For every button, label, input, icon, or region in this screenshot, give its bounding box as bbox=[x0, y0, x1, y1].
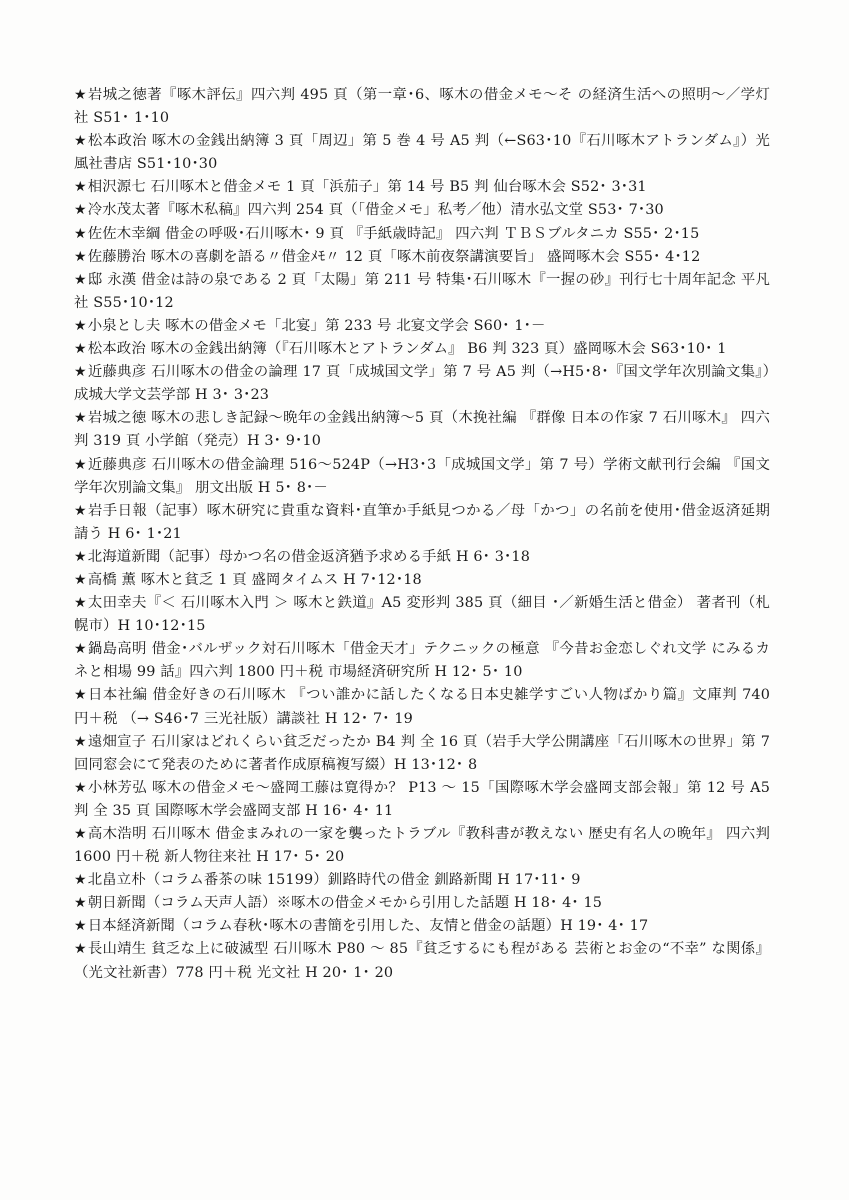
bibliography-entry bbox=[74, 338, 770, 361]
entry-text: 岩城之徳 啄木の悲しき記録〜晩年の金銭出納簿〜5 頁（木挽社編 『群像 日本の作家 7 石川啄木』 四六判 319 頁 小学館（発売）H 3･ 9･10 bbox=[74, 410, 770, 450]
entry-text: 日本経済新聞（コラム春秋･啄木の書簡を引用した、友情と借金の話題）H 19･ 4･ 17 bbox=[87, 918, 649, 935]
star-bullet-icon: ★ bbox=[74, 133, 87, 150]
star-bullet-icon: ★ bbox=[74, 826, 87, 842]
star-bullet-icon: ★ bbox=[74, 179, 87, 196]
bibliography-entry bbox=[74, 130, 770, 176]
entry-text: 松本政治 啄木の金銭出納簿 3 頁「周辺」第 5 巻 4 号 A5 判（←S63･10『石川啄木アトランダム』）光風社書店 S51･10･30 bbox=[74, 133, 770, 173]
bibliography-entry bbox=[74, 199, 770, 222]
bibliography-entry bbox=[74, 777, 770, 823]
entry-text: 小林芳弘 啄木の借金メモ〜盛岡工藤は寛得か？ P13 〜 15「国際啄木学会盛岡支部会報」第 12 号 A5 判 全 35 頁 国際啄木学会盛岡支部 H 16･ 4･ 11 bbox=[74, 779, 771, 819]
star-bullet-icon: ★ bbox=[74, 364, 87, 381]
star-bullet-icon: ★ bbox=[74, 941, 87, 958]
entry-text: 太田幸夫『＜ 石川啄木入門 ＞ 啄木と鉄道』A5 変形判 385 頁（細目 ･／新婚生活と借金） 著者刊（札幌市）H 10･12･15 bbox=[74, 595, 770, 635]
bibliography-entry bbox=[74, 223, 770, 246]
bibliography-entry bbox=[74, 731, 770, 777]
bibliography-entry bbox=[74, 546, 770, 569]
star-bullet-icon: ★ bbox=[74, 248, 87, 265]
entry-text: 高橋 薫 啄木と貧乏 1 頁 盛岡タイムス H 7･12･18 bbox=[87, 571, 422, 588]
entry-text: 佐佐木幸綱 借金の呼吸･石川啄木･ 9 頁 『手紙歳時記』 四六判 ＴＢＳブルタニカ S55･ 2･15 bbox=[87, 225, 700, 242]
bibliography-entry bbox=[74, 869, 770, 892]
bibliography-entry bbox=[74, 361, 770, 407]
bibliography-entry bbox=[74, 638, 770, 684]
star-bullet-icon: ★ bbox=[74, 733, 87, 750]
bibliography-entry bbox=[74, 892, 770, 915]
entry-text: 松本政治 啄木の金銭出納簿（『石川啄木とアトランダム』 B6 判 323 頁）盛岡啄木会 S63･10･ 1 bbox=[87, 341, 727, 358]
bibliography-entry bbox=[74, 176, 770, 199]
bibliography-entry bbox=[74, 684, 770, 730]
star-bullet-icon: ★ bbox=[74, 225, 87, 242]
bibliography-entry bbox=[74, 269, 770, 315]
star-bullet-icon: ★ bbox=[74, 872, 87, 889]
star-bullet-icon: ★ bbox=[74, 918, 87, 935]
star-bullet-icon: ★ bbox=[74, 502, 87, 519]
star-bullet-icon: ★ bbox=[74, 87, 87, 103]
star-bullet-icon: ★ bbox=[74, 779, 87, 796]
star-bullet-icon: ★ bbox=[74, 456, 87, 473]
entry-text: 日本社編 借金好きの石川啄木 『つい誰かに話したくなる日本史雑学すごい人物ばかり篇』文庫判 740 円＋税 （→ S46･7 三光社版）講談社 H 12･ 7･ 19 bbox=[74, 687, 771, 727]
entry-text: 鍋島高明 借金･バルザック対石川啄木「借金天才」テクニックの極意 『今昔お金恋しぐれ文学 にみるカネと相場 99 話』四六判 1800 円＋税 市場経済研究所 H 12･ 5･ 10 bbox=[74, 641, 771, 681]
entry-text: 岩手日報（記事）啄木研究に貴重な資料･直筆か手紙見つかる／母「かつ」の名前を使用･借金返済延期請う H 6･ 1･21 bbox=[74, 502, 770, 542]
bibliography-list bbox=[74, 84, 770, 985]
entry-text: 佐藤勝治 啄木の喜劇を語る〃借金ﾒﾓ〃 12 頁「啄木前夜祭講演要旨」 盛岡啄木会 S55･ 4･12 bbox=[87, 248, 701, 265]
star-bullet-icon: ★ bbox=[74, 641, 87, 658]
bibliography-entry bbox=[74, 823, 770, 869]
star-bullet-icon: ★ bbox=[74, 571, 87, 588]
bibliography-entry bbox=[74, 938, 770, 984]
star-bullet-icon: ★ bbox=[74, 410, 87, 427]
star-bullet-icon: ★ bbox=[74, 548, 87, 565]
entry-text: 長山靖生 貧乏な上に破滅型 石川啄木 P80 〜 85『貧乏するにも程がある 芸術とお金の“不幸” な関係』（光文社新書）778 円＋税 光文社 H 20･ 1･ 20 bbox=[74, 941, 770, 981]
entry-text: 岩城之徳著『啄木評伝』四六判 495 頁（第一章･6、啄木の借金メモ〜そ の経済生活への照明〜／学灯社 S51･ 1･10 bbox=[74, 87, 771, 127]
star-bullet-icon: ★ bbox=[74, 595, 87, 612]
bibliography-entry bbox=[74, 569, 770, 592]
bibliography-entry bbox=[74, 592, 770, 638]
entry-text: 小泉とし夫 啄木の借金メモ「北宴」第 233 号 北宴文学会 S60･ 1･－ bbox=[87, 317, 546, 334]
star-bullet-icon: ★ bbox=[74, 202, 87, 219]
entry-text: 近藤典彦 石川啄木の借金の論理 17 頁「成城国文学」第 7 号 A5 判（→H5･8･『国文学年次別論文集』）成城大学文芸学部 H 3･ 3･23 bbox=[74, 364, 770, 404]
entry-text: 北畠立朴（コラム番茶の味 15199）釧路時代の借金 釧路新聞 H 17･11･ 9 bbox=[87, 872, 581, 889]
bibliography-entry bbox=[74, 315, 770, 338]
entry-text: 相沢源七 石川啄木と借金メモ 1 頁「浜茄子」第 14 号 B5 判 仙台啄木会 S52･ 3･31 bbox=[87, 179, 647, 196]
bibliography-entry bbox=[74, 500, 770, 546]
star-bullet-icon: ★ bbox=[74, 271, 87, 288]
entry-text: 近藤典彦 石川啄木の借金論理 516〜524P（→H3･3「成城国文学」第 7 号）学術文献刊行会編 『国文学年次別論文集』 朋文出版 H 5･ 8･－ bbox=[74, 456, 770, 496]
entry-text: 遠畑宣子 石川家はどれくらい貧乏だったか B4 判 全 16 頁（岩手大学公開講座「石川啄木の世界」第 7 回同窓会にて発表のために著者作成原稿複写綴）H 13･12･ 8 bbox=[74, 733, 771, 773]
star-bullet-icon: ★ bbox=[74, 341, 87, 358]
bibliography-entry bbox=[74, 915, 770, 938]
star-bullet-icon: ★ bbox=[74, 895, 87, 912]
bibliography-entry bbox=[74, 84, 770, 130]
bibliography-entry bbox=[74, 407, 770, 453]
entry-text: 朝日新聞（コラム天声人語）※啄木の借金メモから引用した話題 H 18･ 4･ 15 bbox=[87, 895, 603, 912]
bibliography-entry bbox=[74, 246, 770, 269]
star-bullet-icon: ★ bbox=[74, 317, 87, 334]
entry-text: 北海道新聞（記事）母かつ名の借金返済猶予求める手紙 H 6･ 3･18 bbox=[87, 548, 531, 565]
entry-text: 冷水茂太著『啄木私稿』四六判 254 頁（｢借金メモ」私考／他）清水弘文堂 S53･ 7･30 bbox=[87, 202, 664, 219]
star-bullet-icon: ★ bbox=[74, 687, 88, 704]
entry-text: 高木浩明 石川啄木 借金まみれの一家を襲ったトラブル『教科書が教えない 歴史有名人の晩年』 四六判 1600 円＋税 新人物往来社 H 17･ 5･ 20 bbox=[74, 826, 771, 866]
bibliography-entry bbox=[74, 454, 770, 500]
entry-text: 邸 永漢 借金は詩の泉である 2 頁「太陽」第 211 号 特集･石川啄木『一握の砂』刊行七十周年記念 平凡社 S55･10･12 bbox=[74, 271, 770, 311]
